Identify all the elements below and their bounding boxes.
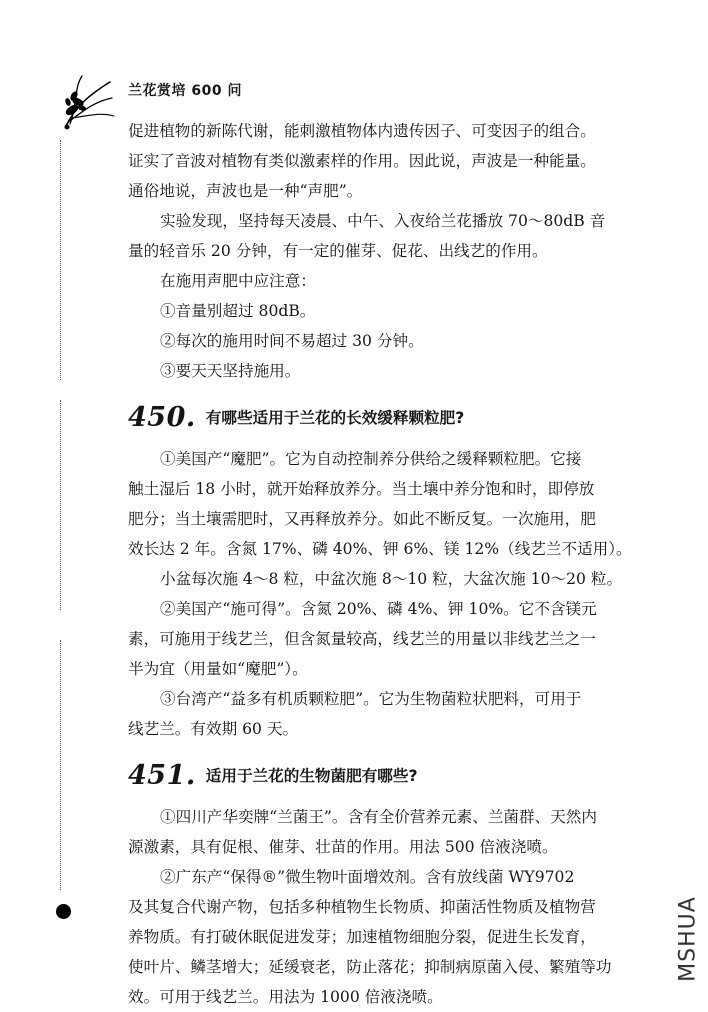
body-line: 量的轻音乐 20 分钟，有一定的催芽、促花、出线艺的作用。: [128, 242, 548, 260]
body-line: ①美国产“魔肥”。它为自动控制养分供给之缓释颗粒肥。它接: [160, 450, 582, 468]
body-line: 小盆每次施 4～8 粒，中盆次施 8～10 粒，大盆次施 10～20 粒。: [160, 570, 623, 588]
body-line: 源激素，具有促根、催芽、壮苗的作用。用法 500 倍液浇喷。: [128, 838, 558, 856]
body-line: 及其复合代谢产物，包括多种植物生长物质、抑菌活性物质及植物营: [128, 898, 596, 916]
question-title: 有哪些适用于兰花的长效缓释颗粒肥?: [205, 409, 465, 427]
page-corner-dot: [56, 904, 71, 919]
margin-dotted-rule: [60, 140, 61, 380]
body-line: ①四川产华奕牌“兰菌王”。含有全价营养元素、兰菌群、天然内: [160, 808, 597, 826]
body-line: ①音量别超过 80dB。: [160, 302, 316, 320]
body-line: ③台湾产“益多有机质颗粒肥”。它为生物菌粒状肥料，可用于: [160, 690, 582, 708]
question-number: 450.: [128, 402, 196, 433]
watermark-text: MSHUA: [675, 896, 701, 982]
body-line: 促进植物的新陈代谢，能刺激植物体内遗传因子、可变因子的组合。: [128, 122, 596, 140]
body-line: 素，可施用于线艺兰，但含氮量较高，线艺兰的用量以非线艺兰之一: [128, 630, 596, 648]
body-line: ②广东产“保得®”微生物叶面增效剂。含有放线菌 WY9702: [160, 868, 575, 886]
body-line: ②每次的施用时间不易超过 30 分钟。: [160, 332, 424, 350]
body-line: 通俗地说，声波也是一种“声肥”。: [128, 182, 363, 200]
body-line: 养物质。有打破休眠促进发芽；加速植物细胞分裂，促进生长发育，: [128, 928, 596, 946]
body-line: 效。可用于线艺兰。用法为 1000 倍液浇喷。: [128, 988, 443, 1006]
page-body: [128, 116, 680, 1012]
body-line: 效长达 2 年。含氮 17%、磷 40%、钾 6%、镁 12%（线艺兰不适用）。: [128, 540, 632, 558]
question-title: 适用于兰花的生物菌肥有哪些?: [205, 767, 418, 785]
body-line: 半为宜（用量如“魔肥”）。: [128, 660, 308, 678]
margin-dotted-rule: [60, 640, 61, 890]
body-line: 使叶片、鳞茎增大；延缓衰老，防止落花；抑制病原菌入侵、繁殖等功: [128, 958, 612, 976]
body-line: ②美国产“施可得”。含氮 20%、磷 4%、钾 10%。它不含镁元: [160, 600, 597, 618]
question-heading-451: [128, 750, 680, 802]
body-line: 证实了音波对植物有类似激素样的作用。因此说，声波是一种能量。: [128, 152, 596, 170]
question-number: 451.: [128, 760, 196, 791]
body-line: ③要天天坚持施用。: [160, 362, 301, 380]
orchid-illustration-icon: [58, 72, 116, 132]
body-line: 肥分；当土壤需肥时，又再释放养分。如此不断反复。一次施用，肥: [128, 510, 596, 528]
margin-dotted-rule: [60, 400, 61, 610]
body-line: 在施用声肥中应注意：: [160, 272, 316, 290]
running-header: 兰花赏培 600 问: [128, 83, 242, 99]
watermark: [668, 880, 708, 998]
body-line: 实验发现，坚持每天凌晨、中午、入夜给兰花播放 70～80dB 音: [160, 212, 606, 230]
question-heading-450: [128, 392, 680, 444]
body-line: 线艺兰。有效期 60 天。: [128, 720, 299, 738]
body-line: 触土湿后 18 小时，就开始释放养分。当土壤中养分饱和时，即停放: [128, 480, 595, 498]
